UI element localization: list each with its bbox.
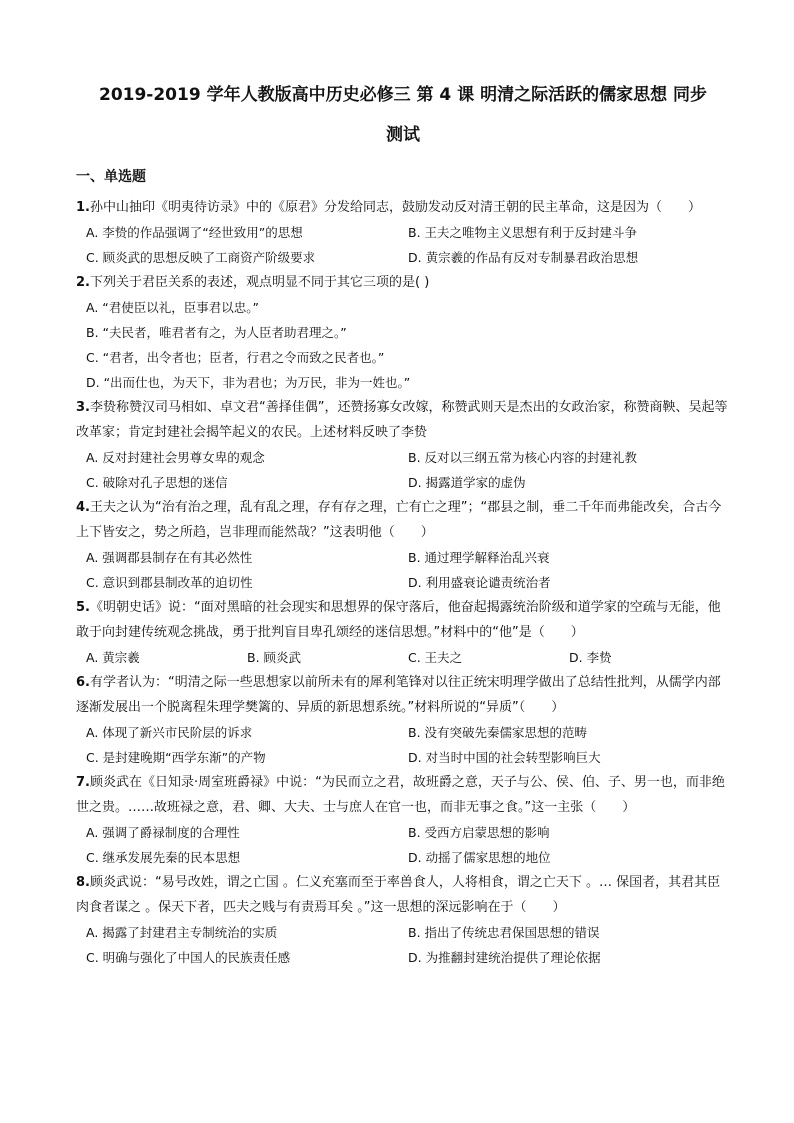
question-8 [76,870,730,970]
option-b: B. 反对以三纲五常为核心内容的封建礼教 [408,450,638,465]
option-c: C. 王夫之 [408,650,463,665]
question-1 [76,195,730,270]
option-list [76,220,730,270]
option-b: B. 指出了传统忠君保国思想的错误 [408,925,600,940]
option-c: C. 是封建晚期“西学东渐”的产物 [86,750,266,765]
option-d: D. 李贽 [569,650,612,665]
option-a: A. 黄宗羲 [86,650,140,665]
question-stem [76,395,730,445]
option-c: C. “君者，出令者也；臣者，行君之令而致之民者也。” [86,350,385,365]
question-number: 1. [76,200,90,215]
option-list [76,820,730,870]
option-b: B. 通过理学解释治乱兴衰 [408,550,550,565]
question-text: 《明朝史话》说：“面对黑暗的社会现实和思想界的保守落后，他奋起揭露统治阶级和道学家的空疏与无能，他敢于向封建传统观念挑战，勇于批判盲目卑孔颂经的迷信思想。”材料中的“他”是（ ） [76,600,721,640]
question-stem [76,670,730,720]
question-4 [76,495,730,595]
question-3 [76,395,730,495]
option-d: D. “出而仕也，为天下，非为君也；为万民，非为一姓也。” [86,375,411,390]
question-stem [76,870,730,920]
option-c: C. 破除对孔子思想的迷信 [86,475,228,490]
option-d: D. 动摇了儒家思想的地位 [408,850,551,865]
option-a: A. “君使臣以礼，臣事君以忠。” [86,300,259,315]
title-line-1: 2019-2019 学年人教版高中历史必修三 第 4 课 明清之际活跃的儒家思想 同步 [98,85,708,105]
question-stem [76,595,730,645]
option-b: B. 没有突破先秦儒家思想的范畴 [408,725,588,740]
option-c: C. 意识到郡县制改革的迫切性 [86,575,253,590]
question-number: 2. [76,275,90,290]
question-number: 3. [76,400,90,415]
question-7 [76,770,730,870]
question-text: 顾炎武在《日知录·周室班爵禄》中说：“为民而立之君，故班爵之意，天子与公、侯、伯、子、男一也，而非绝世之贵。……故班禄之意，君、卿、大夫、士与庶人在官一也，而非无事之食。”这一主张（ ） [76,775,725,815]
option-d: D. 揭露道学家的虚伪 [408,475,526,490]
question-5 [76,595,730,670]
option-d: D. 为推翻封建统治提供了理论依据 [408,950,601,965]
question-list [76,195,730,970]
option-c: C. 明确与强化了中国人的民族责任感 [86,950,291,965]
option-list [76,295,730,395]
option-b: B. “夫民者，唯君者有之，为人臣者助君理之。” [86,325,347,340]
question-text: 李贽称赞汉司马相如、卓文君“善择佳偶”，还赞扬寡女改嫁，称赞武则天是杰出的女政治家，称赞商鞅、吴起等改革家；肯定封建社会揭竿起义的农民。上述材料反映了李贽 [76,400,728,440]
question-stem [76,195,730,220]
option-a: A. 强调了爵禄制度的合理性 [86,825,240,840]
question-text: 下列关于君臣关系的表述，观点明显不同于其它三项的是( ) [89,275,430,290]
option-list [76,645,730,670]
option-list [76,545,730,595]
document-title [76,84,730,146]
option-d: D. 对当时中国的社会转型影响巨大 [408,750,601,765]
question-text: 有学者认为：“明清之际一些思想家以前所未有的犀利笔锋对以往正统宋明理学做出了总结性批判，从儒学内部逐渐发展出一个脱离程朱理学樊篱的、异质的新思想系统。”材料所说的“异质”（ ） [76,675,721,715]
question-stem [76,270,730,295]
option-c: C. 顾炎武的思想反映了工商资产阶级要求 [86,250,316,265]
option-a: A. 体现了新兴市民阶层的诉求 [86,725,253,740]
question-number: 8. [76,875,90,890]
question-number: 7. [76,775,90,790]
option-d: D. 利用盛衰论谴责统治者 [408,575,551,590]
option-a: A. 揭露了封建君主专制统治的实质 [86,925,278,940]
option-a: A. 李贽的作品强调了“经世致用”的思想 [86,225,303,240]
option-list [76,720,730,770]
question-number: 5. [76,600,90,615]
question-number: 4. [76,500,90,515]
option-d: D. 黄宗羲的作品有反对专制暴君政治思想 [408,250,639,265]
question-stem [76,495,730,545]
option-list [76,920,730,970]
option-a: A. 反对封建社会男尊女卑的观念 [86,450,265,465]
option-c: C. 继承发展先秦的民本思想 [86,850,241,865]
question-6 [76,670,730,770]
question-text: 孙中山抽印《明夷待访录》中的《原君》分发给同志，鼓励发动反对清王朝的民主革命，这是因为（ ） [89,200,701,215]
option-a: A. 强调郡县制存在有其必然性 [86,550,253,565]
option-b: B. 王夫之唯物主义思想有利于反封建斗争 [408,225,638,240]
question-2 [76,270,730,395]
option-b: B. 顾炎武 [247,650,302,665]
question-text: 顾炎武说：“易号改姓，谓之亡国 。仁义充塞而至于率兽食人，人将相食，谓之亡天下 。… 保国者，其君其臣肉食者谋之 。保天下者，匹夫之贱与有责焉耳矣 。”这一思想的深远影响在于（ ） [76,875,721,915]
option-list [76,445,730,495]
question-stem [76,770,730,820]
question-text: 王夫之认为“治有治之理，乱有乱之理，存有存之理，亡有亡之理”；“郡县之制，垂二千年而弗能改矣，合古今上下皆安之，势之所趋，岂非理而能然哉？”这表明他（ ） [76,500,722,540]
section-heading: 一、单选题 [76,169,146,185]
option-b: B. 受西方启蒙思想的影响 [408,825,550,840]
title-line-2: 测试 [386,125,420,145]
question-number: 6. [76,675,90,690]
